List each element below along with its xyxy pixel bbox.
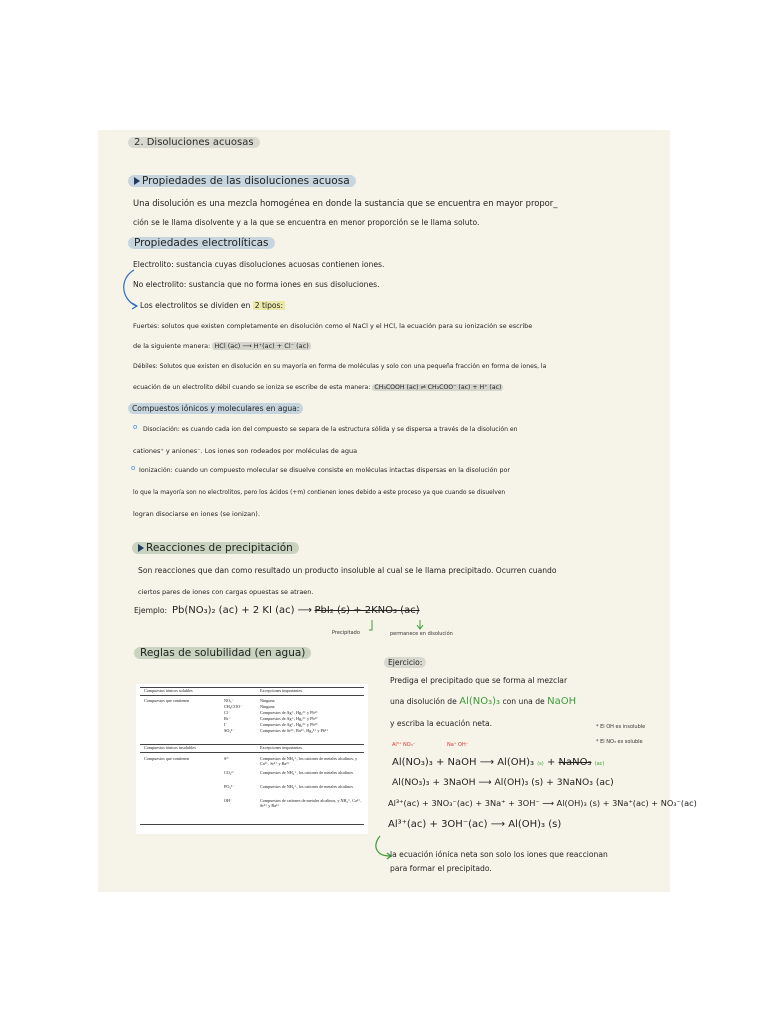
disociacion-line-1: Disociación: es cuando cada ion del compuesto se separa de la estructura sólida y se dispersa a través de la disolución en: [143, 426, 518, 433]
table-row: PO₄³⁻: [224, 784, 235, 789]
permanece-label: permanece en disolución: [390, 631, 453, 637]
circle-bullet-icon: o: [133, 423, 138, 431]
title: 2. Disoluciones acuosas: [128, 138, 260, 148]
debiles-line-1: Débiles: Solutos que existen en disolución en su mayoría en forma de moléculas y solo con una pequeña fracción en forma de iones, la: [133, 363, 547, 370]
ejercicio-label: Ejercicio:: [384, 658, 426, 668]
soluble-header: Compuestos iónicos solubles: [144, 688, 193, 693]
table-row: Compuestos de Ag⁺, Hg₂²⁺ y Pb²⁺: [260, 710, 319, 715]
ejercicio-line-1: Prediga el precipitado que se forma al mezclar: [390, 676, 568, 685]
fuertes-line-2: de la siguiente manera: HCl (ac) ⟶ H⁺(ac) + Cl⁻ (ac): [133, 342, 309, 350]
note-oh-insoluble: * El OH es insoluble: [596, 724, 646, 730]
equation-2: Al(NO₃)₃ + 3NaOH ⟶ Al(OH)₃ (s) + 3NaNO₃ (ac): [392, 777, 614, 788]
table-row: Compuestos de NH₄⁺, los cationes de metales alcalinos: [260, 770, 353, 775]
ionizacion-line-3: logran disociarse en iones (se ionizan).: [133, 510, 260, 518]
ions-al-no3: Al³⁺ NO₃⁻: [392, 742, 416, 748]
table-row: Cl⁻: [224, 710, 231, 715]
fuertes-line-1: Fuertes: solutos que existen completamente en disolución como el NaCl y el HCl, la ecuación para su ionización se escribe: [133, 322, 533, 330]
table-row: Compuestos de Sr²⁺, Ba²⁺, Hg₂²⁺ y Pb²⁺: [260, 728, 329, 733]
table-row: Ninguna: [260, 698, 275, 703]
insoluble-label: Compuestos que contienen: [144, 756, 190, 761]
ions-na-oh: Na⁺ OH⁻: [447, 742, 469, 748]
note-no3-soluble: * El NO₃ es soluble: [596, 739, 643, 745]
ionizacion-line-1: Ionización: cuando un compuesto molecular se disuelve consiste en moléculas intactas dispersas en la disolución por: [139, 467, 510, 474]
definition-line-1: Una disolución es una mezcla homogénea en donde la sustancia que se encuentra en mayor propor_: [133, 198, 558, 208]
table-row: Compuestos de Ag⁺, Hg₂²⁺ y Pb²⁺: [260, 722, 319, 727]
table-row: CH₃COO⁻: [224, 704, 243, 709]
section-electrolytes: Propiedades electrolíticas: [128, 238, 275, 248]
table-row: Compuestos de cationes de metales alcalinos, y NH₄⁺, Ca²⁺, Sr²⁺ y Ba²⁺: [260, 798, 362, 809]
ejercicio-line-3: y escriba la ecuación neta.: [390, 719, 493, 728]
table-row: CO₃²⁻: [224, 770, 235, 775]
conclusion-line-1: la ecuación iónica neta son solo los iones que reaccionan: [390, 850, 608, 859]
table-row: I⁻: [224, 722, 228, 727]
electrolito-def: Electrolito: sustancia cuyas disoluciones acuosas contienen iones.: [133, 260, 385, 269]
conclusion-line-2: para formar el precipitado.: [390, 864, 492, 873]
ejemplo-line: Ejemplo: Pb(NO₃)₂ (ac) + 2 KI (ac) ⟶ PbI₂ (s) + 2KNO₃ (ac): [134, 605, 420, 616]
no-electrolito-def: No electrolito: sustancia que no forma iones en sus disoluciones.: [133, 280, 380, 289]
table-row: Compuestos de Ag⁺, Hg₂²⁺ y Pb²⁺: [260, 716, 319, 721]
section-precipitation: Reacciones de precipitación: [132, 543, 299, 553]
table-row: Compuestos de NH₄⁺, los cationes de metales alcalinos, y Ca²⁺, Sr²⁺ y Ba²⁺: [260, 756, 358, 767]
equation-3: Al³⁺(ac) + 3NO₃⁻(ac) + 3Na⁺ + 3OH⁻ ⟶ Al(OH)₃ (s) + 3Na⁺(ac) + NO₃⁻(ac): [388, 798, 697, 808]
table-row: OH⁻: [224, 798, 233, 803]
solubility-table: [136, 684, 368, 834]
table-row: Compuestos de NH₄⁺, los cationes de metales alcalinos: [260, 784, 353, 789]
equation-4: Al³⁺(ac) + 3OH⁻(ac) ⟶ Al(OH)₃ (s): [388, 819, 562, 830]
debiles-line-2: ecuación de un electrolito débil cuando se ioniza se escribe de esta manera: CH₃COOH (ac) ⇌ CH₃COO⁻ (ac) + H⁺ (ac): [133, 384, 502, 391]
section-properties: Propiedades de las disoluciones acuosa: [128, 176, 356, 186]
ejercicio-line-2: una disolución de Al(NO₃)₃ con una de NaOH: [390, 696, 577, 707]
table-row: Ninguna: [260, 704, 275, 709]
table-row: S²⁻: [224, 756, 230, 761]
exceptions-header: Excepciones importantes: [260, 688, 302, 693]
equation-1: Al(NO₃)₃ + NaOH ⟶ Al(OH)₃ (s) + NaNO₃ (ac): [392, 757, 605, 768]
ionizacion-line-2: lo que la mayoría son no electrolitos, pero los ácidos (+m) contienen iones debido a este proceso ya que cuando se disuelven: [133, 490, 506, 496]
disociacion-line-2: cationes⁺ y aniones⁻. Los iones son rodeados por moléculas de agua: [133, 447, 358, 455]
circle-bullet-icon: o: [131, 464, 136, 472]
definition-line-2: ción se le llama disolvente y a la que se encuentra en menor proporción se le llama soluto.: [133, 218, 480, 227]
exceptions-header: Excepciones importantes: [260, 745, 302, 750]
soluble-label: Compuestos que contienen: [144, 698, 190, 703]
precipitado-label: Precipitado: [332, 630, 360, 636]
section-solubility-rules: Reglas de solubilidad (en agua): [134, 648, 311, 658]
section-compuestos: Compuestos iónicos y moleculares en agua:: [128, 404, 303, 414]
triangle-bullet-icon: [134, 177, 140, 185]
precip-line-2: ciertos pares de iones con cargas opuestas se atraen.: [138, 588, 314, 596]
table-row: SO₄²⁻: [224, 728, 235, 733]
insoluble-header: Compuestos iónicos insolubles: [144, 745, 196, 750]
triangle-bullet-icon: [138, 544, 144, 552]
curved-arrow-icon: [118, 268, 142, 318]
tipos-line: Los electrolitos se dividen en 2 tipos:: [140, 301, 284, 310]
precip-line-1: Son reacciones que dan como resultado un producto insoluble al cual se le llama precipitado. Ocurren cuando: [138, 566, 557, 575]
table-row: NO₃⁻: [224, 698, 234, 703]
table-row: Br⁻: [224, 716, 231, 721]
